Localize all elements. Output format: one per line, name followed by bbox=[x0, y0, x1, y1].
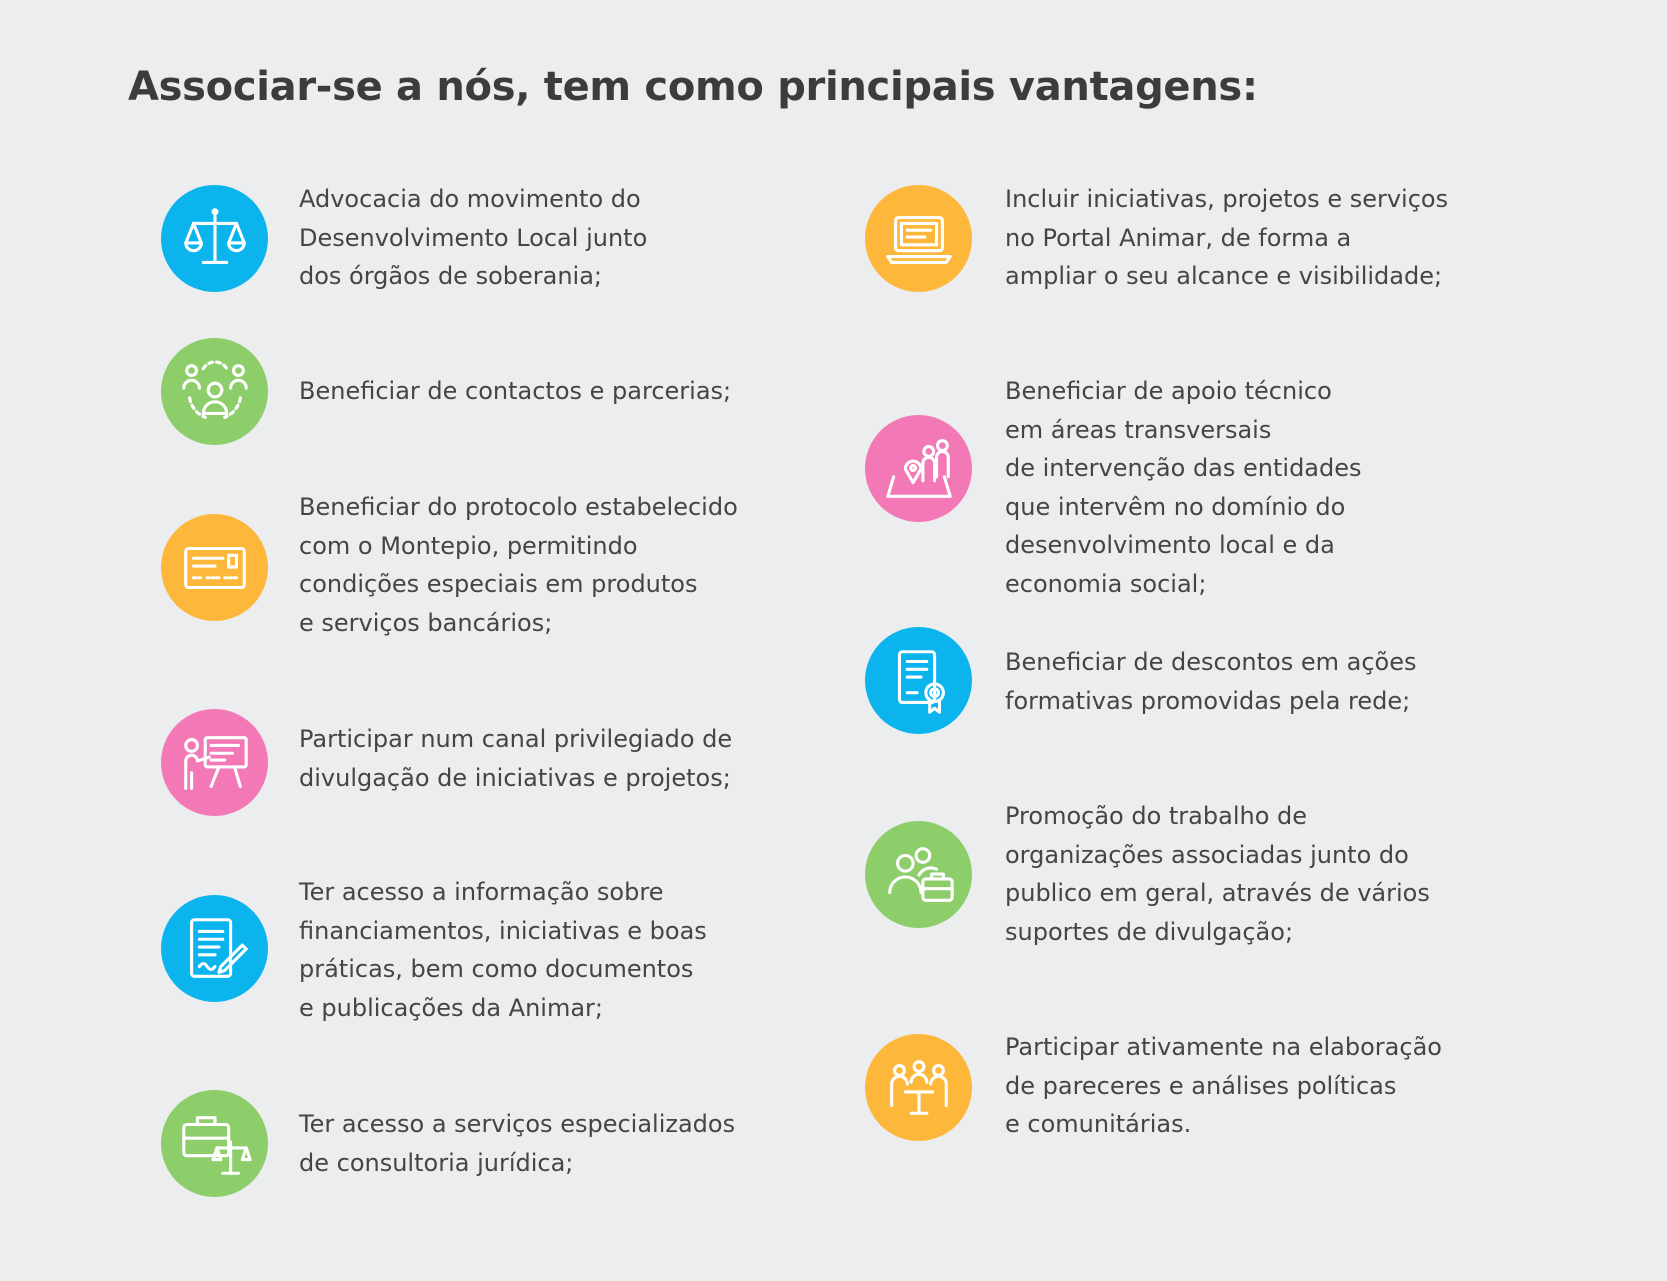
benefit-line: condições especiais em produtos bbox=[299, 570, 698, 598]
scales-icon bbox=[161, 185, 268, 292]
map-people-icon bbox=[865, 415, 972, 522]
laptop-icon bbox=[865, 185, 972, 292]
benefit-line: divulgação de iniciativas e projetos; bbox=[299, 763, 731, 792]
benefit-line: que intervêm no domínio do bbox=[1005, 492, 1346, 521]
benefit-line: Incluir iniciativas, projetos e serviços bbox=[1005, 185, 1449, 213]
document-pen-icon bbox=[161, 895, 268, 1002]
benefit-line: Beneficiar de apoio técnico bbox=[1005, 377, 1332, 405]
meeting-table-icon bbox=[865, 1034, 972, 1141]
benefit-line: em áreas transversais bbox=[1005, 415, 1272, 444]
benefit-line: e publicações da Animar; bbox=[299, 993, 603, 1022]
benefit-line: dos órgãos de soberania; bbox=[299, 262, 602, 290]
benefit-line: Participar ativamente na elaboração bbox=[1005, 1033, 1442, 1061]
benefit-line: e comunitárias. bbox=[1005, 1110, 1192, 1138]
benefit-line: Desenvolvimento Local junto bbox=[299, 223, 648, 252]
benefit-line: Beneficiar do protocolo estabelecido bbox=[299, 493, 738, 521]
benefit-line: economia social; bbox=[1005, 569, 1207, 598]
benefit-line: suportes de divulgação; bbox=[1005, 917, 1294, 946]
presenter-board-icon bbox=[161, 709, 268, 816]
page-title: Associar-se a nós, tem como principais vantagens: bbox=[128, 64, 1258, 110]
benefit-line: de consultoria jurídica; bbox=[299, 1148, 574, 1177]
card-icon bbox=[161, 514, 268, 621]
briefcase-scales-icon bbox=[161, 1090, 268, 1197]
benefit-line: Ter acesso a serviços especializados bbox=[299, 1110, 736, 1138]
benefit-line: com o Montepio, permitindo bbox=[299, 531, 638, 560]
benefit-line: ampliar o seu alcance e visibilidade; bbox=[1005, 262, 1443, 290]
benefit-line: e serviços bancários; bbox=[299, 608, 553, 637]
benefit-line: publico em geral, através de vários bbox=[1005, 879, 1430, 907]
certificate-icon bbox=[865, 627, 972, 734]
benefit-line: Beneficiar de contactos e parcerias; bbox=[299, 377, 732, 405]
people-briefcase-icon bbox=[865, 821, 972, 928]
benefit-line: organizações associadas junto do bbox=[1005, 840, 1409, 869]
benefit-line: práticas, bem como documentos bbox=[299, 955, 694, 983]
benefit-line: desenvolvimento local e da bbox=[1005, 531, 1335, 559]
people-network-icon bbox=[161, 338, 268, 445]
benefit-line: formativas promovidas pela rede; bbox=[1005, 686, 1411, 715]
benefit-line: Advocacia do movimento do bbox=[299, 185, 641, 213]
benefit-line: de intervenção das entidades bbox=[1005, 454, 1362, 482]
benefit-line: Participar num canal privilegiado de bbox=[299, 725, 733, 753]
benefit-line: de pareceres e análises políticas bbox=[1005, 1071, 1397, 1100]
benefit-line: Promoção do trabalho de bbox=[1005, 802, 1308, 830]
benefit-line: no Portal Animar, de forma a bbox=[1005, 223, 1352, 252]
benefit-line: financiamentos, iniciativas e boas bbox=[299, 916, 707, 945]
benefit-line: Beneficiar de descontos em ações bbox=[1005, 648, 1417, 676]
benefit-line: Ter acesso a informação sobre bbox=[299, 878, 664, 906]
